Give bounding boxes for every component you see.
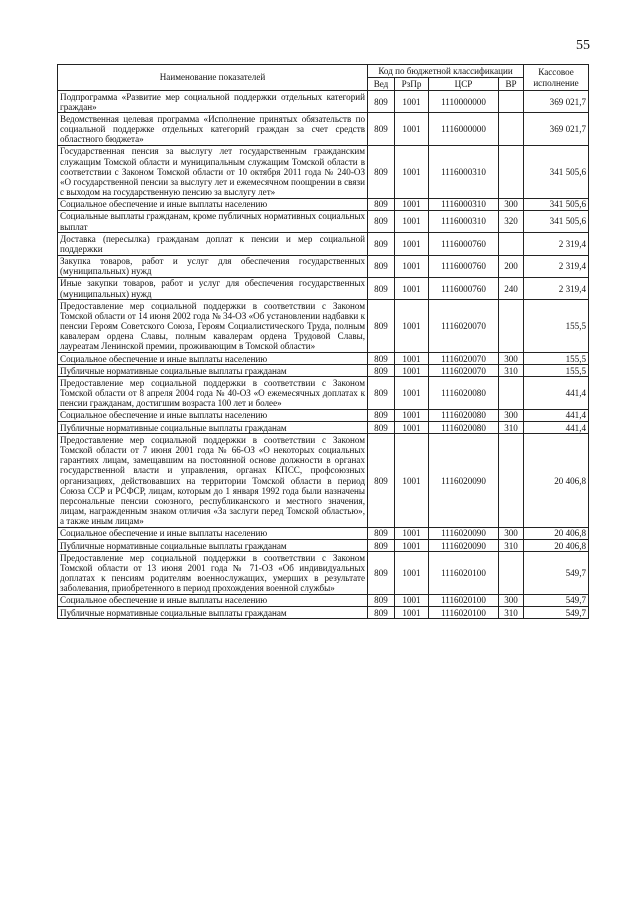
cell-ved: 809 bbox=[368, 594, 395, 606]
cell-csr: 1116020080 bbox=[429, 422, 499, 434]
cell-ved: 809 bbox=[368, 409, 395, 421]
cell-amount: 2 319,4 bbox=[524, 277, 589, 299]
cell-vr bbox=[499, 300, 524, 353]
cell-vr: 300 bbox=[499, 594, 524, 606]
table-row bbox=[58, 422, 589, 434]
header-ved: Вед bbox=[368, 78, 395, 91]
cell-amount: 341 505,6 bbox=[524, 198, 589, 210]
table-header bbox=[58, 65, 589, 91]
cell-csr: 1116020080 bbox=[429, 377, 499, 410]
table-row bbox=[58, 527, 589, 539]
cell-name: Публичные нормативные социальные выплаты гражданам bbox=[58, 540, 368, 552]
cell-rzpr: 1001 bbox=[395, 607, 429, 619]
table-row bbox=[58, 255, 589, 277]
cell-name: Социальное обеспечение и иные выплаты населению bbox=[58, 198, 368, 210]
cell-vr: 310 bbox=[499, 540, 524, 552]
table-row bbox=[58, 434, 589, 528]
cell-name: Предоставление мер социальной поддержки в соответствии с Законом Томской области от 13 июня 2001 года № 71-ОЗ «Об индивидуальных доплатах к пенсиям родителям военнослужащих, умерших в результате заболевания, приобретенного в период прохождения военной службы» bbox=[58, 552, 368, 595]
cell-name: Социальные выплаты гражданам, кроме публичных нормативных социальных выплат bbox=[58, 210, 368, 232]
cell-amount: 549,7 bbox=[524, 607, 589, 619]
cell-rzpr: 1001 bbox=[395, 198, 429, 210]
cell-amount: 155,5 bbox=[524, 300, 589, 353]
cell-amount: 549,7 bbox=[524, 552, 589, 595]
cell-amount: 20 406,8 bbox=[524, 527, 589, 539]
cell-amount: 369 021,7 bbox=[524, 91, 589, 113]
cell-csr: 1116000310 bbox=[429, 198, 499, 210]
cell-amount: 155,5 bbox=[524, 353, 589, 365]
cell-csr: 1116020100 bbox=[429, 552, 499, 595]
header-amount: Кассовое исполнение bbox=[524, 65, 589, 91]
cell-vr: 310 bbox=[499, 607, 524, 619]
table-row bbox=[58, 233, 589, 255]
cell-amount: 20 406,8 bbox=[524, 434, 589, 528]
cell-csr: 1116000000 bbox=[429, 113, 499, 146]
cell-rzpr: 1001 bbox=[395, 365, 429, 377]
table-row bbox=[58, 277, 589, 299]
cell-csr: 1116020070 bbox=[429, 353, 499, 365]
header-vr: ВР bbox=[499, 78, 524, 91]
table-row bbox=[58, 377, 589, 410]
cell-amount: 341 505,6 bbox=[524, 145, 589, 198]
cell-vr: 310 bbox=[499, 422, 524, 434]
table-row bbox=[58, 300, 589, 353]
page-number: 55 bbox=[576, 38, 590, 53]
cell-rzpr: 1001 bbox=[395, 113, 429, 146]
cell-rzpr: 1001 bbox=[395, 377, 429, 410]
cell-name: Предоставление мер социальной поддержки в соответствии с Законом Томской области от 8 апреля 2004 года № 40-ОЗ «О ежемесячных доплатах к пенсии гражданам, достигшим возраста 100 лет и более» bbox=[58, 377, 368, 410]
cell-amount: 441,4 bbox=[524, 422, 589, 434]
cell-ved: 809 bbox=[368, 113, 395, 146]
cell-ved: 809 bbox=[368, 145, 395, 198]
cell-vr bbox=[499, 377, 524, 410]
cell-rzpr: 1001 bbox=[395, 255, 429, 277]
cell-ved: 809 bbox=[368, 300, 395, 353]
cell-ved: 809 bbox=[368, 353, 395, 365]
cell-rzpr: 1001 bbox=[395, 210, 429, 232]
cell-vr: 300 bbox=[499, 527, 524, 539]
cell-csr: 1116020100 bbox=[429, 607, 499, 619]
cell-ved: 809 bbox=[368, 377, 395, 410]
cell-name: Социальное обеспечение и иные выплаты населению bbox=[58, 527, 368, 539]
cell-vr: 300 bbox=[499, 409, 524, 421]
cell-ved: 809 bbox=[368, 434, 395, 528]
cell-rzpr: 1001 bbox=[395, 91, 429, 113]
cell-amount: 549,7 bbox=[524, 594, 589, 606]
cell-rzpr: 1001 bbox=[395, 277, 429, 299]
table-row bbox=[58, 198, 589, 210]
cell-name: Предоставление мер социальной поддержки в соответствии с Законом Томской области от 7 июня 2001 года № 66-ОЗ «О некоторых социальных гарантиях лицам, замещавшим на постоянной основе должности в органах государственной власти и управления, органах КПСС, профсоюзных организациях, действовавших на территории Томской области в период Союза ССР и РСФСР, лицам, которым до 1 января 1992 года были назначены персональные пенсии союзного, республиканского и местного значения, лицам, награжденным знаком отличия «За заслуги перед Томской областью», а также иным лицам» bbox=[58, 434, 368, 528]
cell-csr: 1116020070 bbox=[429, 300, 499, 353]
table-row bbox=[58, 540, 589, 552]
cell-name: Государственная пенсия за выслугу лет государственным гражданским служащим Томской области и муниципальным служащим Томской области в соответствии с Законом Томской области от 10 октября 2011 года № 240-ОЗ «О государственной пенсии за выслугу лет и ежемесячном поощрении в связи с выходом на государственную пенсию за выслугу лет» bbox=[58, 145, 368, 198]
budget-table bbox=[57, 64, 589, 619]
table-row bbox=[58, 552, 589, 595]
cell-rzpr: 1001 bbox=[395, 353, 429, 365]
cell-vr: 240 bbox=[499, 277, 524, 299]
cell-ved: 809 bbox=[368, 277, 395, 299]
cell-vr: 310 bbox=[499, 365, 524, 377]
cell-csr: 1116020080 bbox=[429, 409, 499, 421]
cell-vr bbox=[499, 91, 524, 113]
cell-csr: 1110000000 bbox=[429, 91, 499, 113]
cell-ved: 809 bbox=[368, 198, 395, 210]
cell-csr: 1116000760 bbox=[429, 277, 499, 299]
table-body bbox=[58, 91, 589, 619]
cell-amount: 2 319,4 bbox=[524, 255, 589, 277]
cell-name: Социальное обеспечение и иные выплаты населению bbox=[58, 353, 368, 365]
table-row bbox=[58, 210, 589, 232]
cell-ved: 809 bbox=[368, 607, 395, 619]
header-rzpr: РзПр bbox=[395, 78, 429, 91]
cell-ved: 809 bbox=[368, 552, 395, 595]
cell-ved: 809 bbox=[368, 255, 395, 277]
cell-csr: 1116020090 bbox=[429, 527, 499, 539]
cell-csr: 1116000310 bbox=[429, 145, 499, 198]
cell-rzpr: 1001 bbox=[395, 422, 429, 434]
cell-name: Публичные нормативные социальные выплаты гражданам bbox=[58, 607, 368, 619]
cell-amount: 341 505,6 bbox=[524, 210, 589, 232]
cell-name: Доставка (пересылка) гражданам доплат к пенсии и мер социальной поддержки bbox=[58, 233, 368, 255]
cell-ved: 809 bbox=[368, 233, 395, 255]
cell-vr bbox=[499, 434, 524, 528]
table-row bbox=[58, 353, 589, 365]
cell-rzpr: 1001 bbox=[395, 233, 429, 255]
cell-name: Закупка товаров, работ и услуг для обеспечения государственных (муниципальных) нужд bbox=[58, 255, 368, 277]
cell-name: Подпрограмма «Развитие мер социальной поддержки отдельных категорий граждан» bbox=[58, 91, 368, 113]
header-name: Наименование показателей bbox=[58, 65, 368, 91]
cell-csr: 1116020090 bbox=[429, 540, 499, 552]
table-row bbox=[58, 365, 589, 377]
cell-ved: 809 bbox=[368, 210, 395, 232]
cell-csr: 1116000310 bbox=[429, 210, 499, 232]
cell-vr bbox=[499, 113, 524, 146]
cell-amount: 441,4 bbox=[524, 409, 589, 421]
cell-ved: 809 bbox=[368, 527, 395, 539]
cell-vr bbox=[499, 233, 524, 255]
header-row-top bbox=[58, 65, 589, 78]
cell-vr: 300 bbox=[499, 353, 524, 365]
cell-name: Предоставление мер социальной поддержки в соответствии с Законом Томской области от 14 июня 2002 года № 34-ОЗ «Об установлении надбавки к пенсии Героям Советского Союза, Героям Социалистического Труда, полным кавалерам ордена Славы, полным кавалерам ордена Трудовой Славы, лауреатам Ленинской премии, проживающим в Томской области» bbox=[58, 300, 368, 353]
cell-name: Публичные нормативные социальные выплаты гражданам bbox=[58, 422, 368, 434]
cell-ved: 809 bbox=[368, 365, 395, 377]
cell-amount: 20 406,8 bbox=[524, 540, 589, 552]
cell-amount: 155,5 bbox=[524, 365, 589, 377]
table-row bbox=[58, 594, 589, 606]
table-row bbox=[58, 91, 589, 113]
cell-csr: 1116020090 bbox=[429, 434, 499, 528]
cell-ved: 809 bbox=[368, 540, 395, 552]
cell-name: Публичные нормативные социальные выплаты гражданам bbox=[58, 365, 368, 377]
header-code-group: Код по бюджетной классификации bbox=[368, 65, 524, 78]
cell-rzpr: 1001 bbox=[395, 300, 429, 353]
cell-vr bbox=[499, 552, 524, 595]
cell-vr: 320 bbox=[499, 210, 524, 232]
cell-rzpr: 1001 bbox=[395, 527, 429, 539]
cell-rzpr: 1001 bbox=[395, 540, 429, 552]
cell-amount: 441,4 bbox=[524, 377, 589, 410]
cell-rzpr: 1001 bbox=[395, 552, 429, 595]
cell-rzpr: 1001 bbox=[395, 434, 429, 528]
cell-csr: 1116000760 bbox=[429, 233, 499, 255]
cell-name: Иные закупки товаров, работ и услуг для обеспечения государственных (муниципальных) нужд bbox=[58, 277, 368, 299]
header-csr: ЦСР bbox=[429, 78, 499, 91]
cell-rzpr: 1001 bbox=[395, 594, 429, 606]
table-row bbox=[58, 145, 589, 198]
cell-ved: 809 bbox=[368, 91, 395, 113]
table-row bbox=[58, 409, 589, 421]
cell-csr: 1116020070 bbox=[429, 365, 499, 377]
cell-amount: 2 319,4 bbox=[524, 233, 589, 255]
cell-name: Социальное обеспечение и иные выплаты населению bbox=[58, 594, 368, 606]
cell-vr bbox=[499, 145, 524, 198]
cell-ved: 809 bbox=[368, 422, 395, 434]
cell-rzpr: 1001 bbox=[395, 145, 429, 198]
cell-vr: 200 bbox=[499, 255, 524, 277]
cell-csr: 1116020100 bbox=[429, 594, 499, 606]
table-row bbox=[58, 113, 589, 146]
cell-csr: 1116000760 bbox=[429, 255, 499, 277]
cell-vr: 300 bbox=[499, 198, 524, 210]
cell-name: Социальное обеспечение и иные выплаты населению bbox=[58, 409, 368, 421]
cell-amount: 369 021,7 bbox=[524, 113, 589, 146]
cell-name: Ведомственная целевая программа «Исполнение принятых обязательств по социальной поддержке отдельных категорий граждан за счет средств областного бюджета» bbox=[58, 113, 368, 146]
cell-rzpr: 1001 bbox=[395, 409, 429, 421]
table-row bbox=[58, 607, 589, 619]
